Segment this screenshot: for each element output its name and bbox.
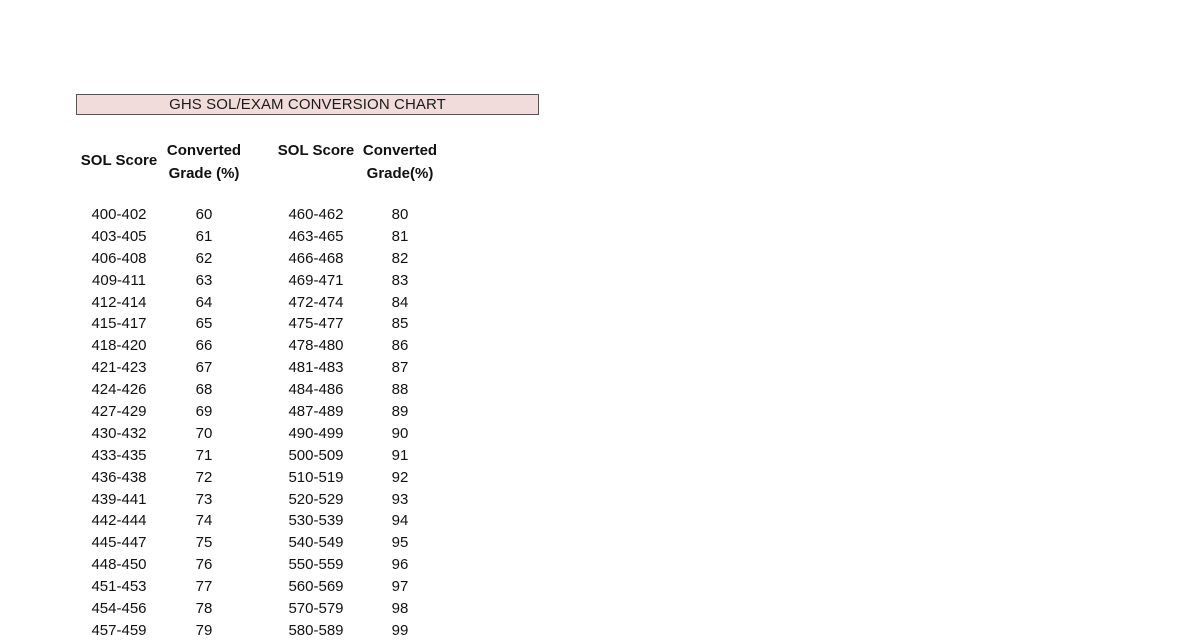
header-converted-2-line2: Grade(%) (366, 165, 434, 182)
converted-grade-left-cell: 78 (195, 600, 213, 618)
table-row (0, 335, 560, 357)
sol-score-left-cell: 430-432 (91, 424, 147, 442)
table-row (0, 423, 560, 445)
converted-grade-left-cell: 73 (195, 490, 213, 508)
table-row (0, 554, 560, 576)
sol-score-right-cell: 550-559 (288, 556, 344, 574)
converted-grade-left-cell: 64 (195, 293, 213, 311)
converted-grade-right-cell: 92 (391, 468, 409, 486)
sol-score-left-cell: 427-429 (91, 403, 147, 421)
converted-grade-right-cell: 99 (391, 621, 409, 639)
converted-grade-right-cell: 80 (391, 206, 409, 223)
converted-grade-right-cell: 93 (391, 490, 409, 508)
header-sol-score-2-text: SOL Score (277, 142, 355, 159)
sol-score-right-cell: 475-477 (288, 315, 344, 333)
sol-score-left-cell: 421-423 (91, 359, 147, 377)
sol-score-left-cell: 448-450 (91, 556, 147, 574)
sol-score-right-cell: 530-539 (288, 512, 344, 530)
converted-grade-right-cell: 87 (391, 359, 409, 377)
converted-grade-right-cell: 86 (391, 337, 409, 355)
sol-score-left-cell: 433-435 (91, 446, 147, 464)
sol-score-right-cell: 466-468 (288, 249, 344, 267)
converted-grade-right-cell: 91 (391, 446, 409, 464)
sol-score-left-cell: 454-456 (91, 600, 147, 618)
header-converted-grade-1 (160, 139, 248, 185)
table-row (0, 248, 560, 270)
sol-score-left-cell: 442-444 (91, 512, 147, 530)
sol-score-right-cell: 484-486 (288, 381, 344, 399)
sol-score-right-cell: 560-569 (288, 578, 344, 596)
converted-grade-left-cell: 70 (195, 424, 213, 442)
converted-grade-left-cell: 67 (195, 359, 213, 377)
converted-grade-left-cell: 68 (195, 381, 213, 399)
converted-grade-right-cell: 97 (391, 578, 409, 596)
converted-grade-left-cell: 63 (195, 271, 213, 289)
converted-grade-left-cell: 79 (195, 621, 213, 639)
table-row (0, 292, 560, 314)
sol-score-right-cell: 540-549 (288, 534, 344, 552)
converted-grade-left-cell: 60 (195, 206, 213, 223)
chart-title (76, 94, 539, 115)
table-row (0, 489, 560, 511)
sol-score-left-cell: 457-459 (91, 621, 147, 639)
header-sol-score-2 (276, 139, 356, 162)
converted-grade-left-cell: 72 (195, 468, 213, 486)
header-converted-1-line1: Converted (166, 142, 242, 159)
converted-grade-left-cell: 76 (195, 556, 213, 574)
sol-score-right-cell: 570-579 (288, 600, 344, 618)
sol-score-left-cell: 424-426 (91, 381, 147, 399)
table-row (0, 357, 560, 379)
table-row (0, 379, 560, 401)
table-row (0, 620, 560, 642)
sol-score-left-cell: 439-441 (91, 490, 147, 508)
converted-grade-left-cell: 62 (195, 249, 213, 267)
sol-score-left-cell: 400-402 (91, 206, 147, 223)
table-row (0, 532, 560, 554)
converted-grade-left-cell: 75 (195, 534, 213, 552)
sol-score-left-cell: 409-411 (92, 271, 146, 289)
sol-score-right-cell: 490-499 (288, 424, 344, 442)
sol-score-left-cell: 451-453 (91, 578, 147, 596)
table-row (0, 270, 560, 292)
sol-score-left-cell: 415-417 (91, 315, 147, 333)
header-sol-score-1 (78, 149, 160, 172)
chart-title-text: GHS SOL/EXAM CONVERSION CHART (169, 96, 446, 113)
conversion-table-body (0, 204, 560, 642)
sol-score-left-cell: 436-438 (91, 468, 147, 486)
converted-grade-right-cell: 89 (391, 403, 409, 421)
converted-grade-left-cell: 69 (195, 403, 213, 421)
table-row (0, 226, 560, 248)
header-converted-grade-2 (356, 139, 444, 185)
sol-score-right-cell: 481-483 (288, 359, 344, 377)
converted-grade-right-cell: 88 (391, 381, 409, 399)
sol-score-left-cell: 412-414 (91, 293, 147, 311)
sol-score-right-cell: 463-465 (288, 227, 344, 245)
table-row (0, 510, 560, 532)
converted-grade-right-cell: 98 (391, 600, 409, 618)
converted-grade-left-cell: 74 (195, 512, 213, 530)
header-converted-1-line2: Grade (%) (168, 165, 240, 182)
sol-score-left-cell: 445-447 (91, 534, 147, 552)
table-row (0, 576, 560, 598)
sol-score-left-cell: 418-420 (91, 337, 147, 355)
table-row (0, 313, 560, 335)
table-row (0, 204, 560, 226)
header-sol-score-1-text: SOL Score (80, 152, 158, 169)
converted-grade-left-cell: 65 (195, 315, 213, 333)
sol-score-right-cell: 472-474 (288, 293, 344, 311)
sol-score-right-cell: 478-480 (288, 337, 344, 355)
sol-score-right-cell: 500-509 (288, 446, 344, 464)
sol-score-right-cell: 580-589 (288, 621, 344, 639)
header-converted-2-line1: Converted (362, 142, 438, 159)
converted-grade-right-cell: 96 (391, 556, 409, 574)
sol-score-right-cell: 487-489 (288, 403, 344, 421)
converted-grade-right-cell: 94 (391, 512, 409, 530)
table-row (0, 401, 560, 423)
sol-score-right-cell: 510-519 (288, 468, 344, 486)
table-row (0, 445, 560, 467)
sol-score-left-cell: 403-405 (91, 227, 147, 245)
sol-score-right-cell: 469-471 (288, 271, 344, 289)
converted-grade-right-cell: 95 (391, 534, 409, 552)
converted-grade-left-cell: 61 (195, 227, 213, 245)
converted-grade-right-cell: 84 (391, 293, 409, 311)
converted-grade-left-cell: 71 (195, 446, 213, 464)
converted-grade-right-cell: 85 (391, 315, 409, 333)
table-row (0, 467, 560, 489)
sol-score-right-cell: 520-529 (288, 490, 344, 508)
sol-score-left-cell: 406-408 (91, 249, 147, 267)
converted-grade-right-cell: 90 (391, 424, 409, 442)
converted-grade-right-cell: 82 (391, 249, 409, 267)
converted-grade-left-cell: 66 (195, 337, 213, 355)
converted-grade-left-cell: 77 (195, 578, 213, 596)
table-row (0, 598, 560, 620)
converted-grade-right-cell: 81 (391, 227, 409, 245)
sol-score-right-cell: 460-462 (288, 206, 344, 223)
converted-grade-right-cell: 83 (391, 271, 409, 289)
